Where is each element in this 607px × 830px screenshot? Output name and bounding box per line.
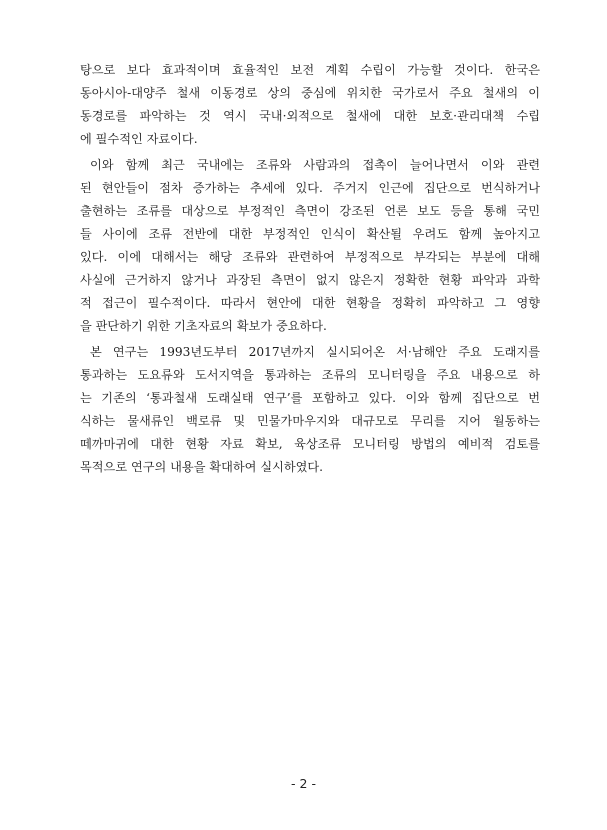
text-line: 탕으로 보다 효과적이며 효율적인 보전 계획 수립이 가능할 것이다. 한국은 — [80, 63, 540, 77]
text-line: 본 연구는 1993년도부터 2017년까지 실시되어온 서·남해안 주요 도래지를 — [90, 345, 540, 359]
page-number: - 2 - — [291, 776, 316, 791]
paragraph — [80, 59, 540, 151]
text-line: 식하는 물새류인 백로류 및 민물가마우지와 대규모로 무리를 지어 월동하는 — [80, 414, 540, 428]
text-line: 을 판단하기 위한 기초자료의 확보가 중요하다. — [80, 319, 327, 333]
text-line: 는 기존의 ‘통과철새 도래실태 연구’를 포함하고 있다. 이와 함께 집단으로 번 — [80, 391, 540, 405]
body-text — [80, 59, 540, 479]
text-line: 동경로를 파악하는 것 역시 국내·외적으로 철새에 대한 보호·관리대책 수립 — [80, 109, 540, 123]
text-line: 떼까마귀에 대한 현황 자료 확보, 육상조류 모니터링 방법의 예비적 검토를 — [80, 437, 540, 451]
text-line: 들 사이에 조류 전반에 대한 부정적인 인식이 확산될 우려도 함께 높아지고 — [80, 227, 540, 241]
text-line: 사실에 근거하지 않거나 과장된 측면이 없지 않은지 정확한 현황 파악과 과학 — [80, 273, 540, 287]
text-line: 된 현안들이 점차 증가하는 추세에 있다. 주거지 인근에 집단으로 번식하거나 — [80, 181, 540, 195]
text-line: 목적으로 연구의 내용을 확대하여 실시하였다. — [80, 460, 324, 474]
paragraph — [80, 154, 540, 338]
text-line: 출현하는 조류를 대상으로 부정적인 측면이 강조된 언론 보도 등을 통해 국민 — [80, 204, 540, 218]
text-line: 통과하는 도요류와 도서지역을 통과하는 조류의 모니터링을 주요 내용으로 하 — [80, 368, 540, 382]
paragraph — [80, 341, 540, 479]
text-line: 이와 함께 최근 국내에는 조류와 사람과의 접촉이 늘어나면서 이와 관련 — [90, 158, 540, 172]
text-line: 적 접근이 필수적이다. 따라서 현안에 대한 현황을 정확히 파악하고 그 영향 — [80, 296, 540, 310]
text-line: 동아시아-대양주 철새 이동경로 상의 중심에 위치한 국가로서 주요 철새의 이 — [80, 86, 540, 100]
text-line: 있다. 이에 대해서는 해당 조류와 관련하여 부정적으로 부각되는 부분에 대해 — [80, 250, 540, 264]
text-line: 에 필수적인 자료이다. — [80, 132, 198, 146]
